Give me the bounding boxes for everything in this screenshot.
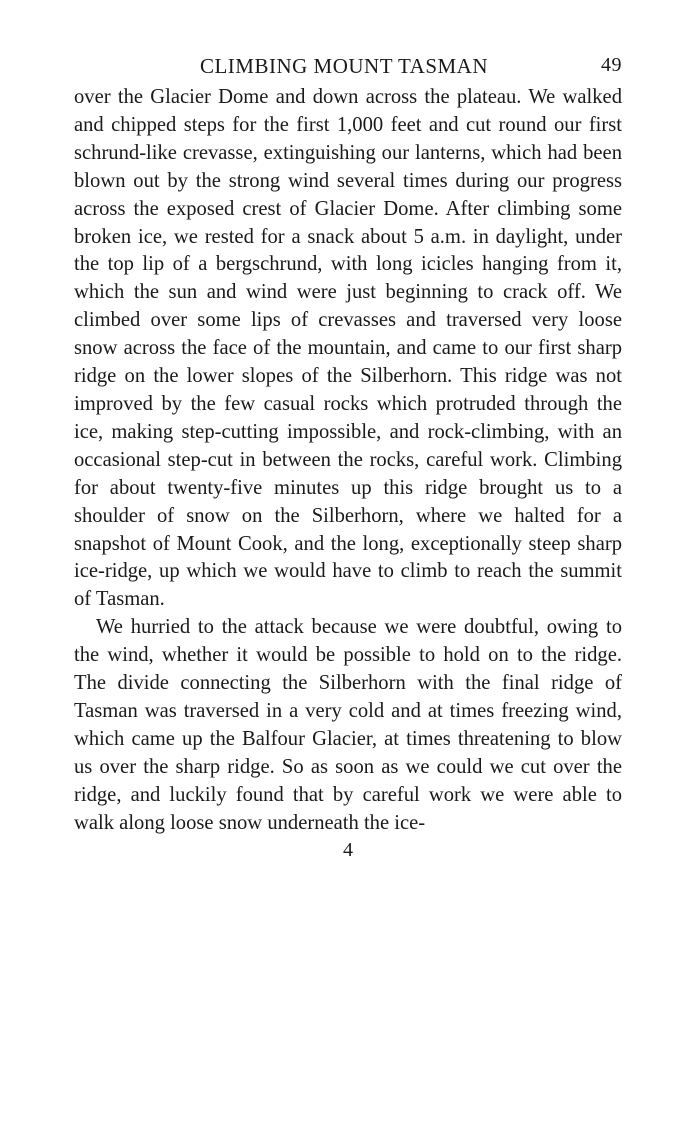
signature-mark: 4 <box>343 839 353 862</box>
page-number: 49 <box>601 54 622 76</box>
paragraph-continued: over the Glacier Dome and down across the plateau. We walked and chipped steps for the first 1,000 feet and cut round our first schrund-like crevasse, extinguishing our lanterns, which had been blown out by the strong wind several times during our progress across the exposed crest of Glacier Dome. After climbing some broken ice, we rested for a snack about 5 a.m. in daylight, under the top lip of a bergschrund, with long icicles hanging from it, which the sun and wind were just beginning to crack off. We climbed over some lips of crevasses and traversed very loose snow across the face of the mountain, and came to our first sharp ridge on the lower slopes of the Silberhorn. This ridge was not improved by the few casual rocks which protruded through the ice, making step-cutting impossible, and rock-climbing, with an occasional step-cut in between the rocks, careful work. Climbing for about twenty-five minutes up this ridge brought us to a shoulder of snow on the Silberhorn, where we halted for a snapshot of Mount Cook, and the long, exceptionally steep sharp ice-ridge, up which we would have to climb to reach the summit of Tasman. <box>74 86 622 611</box>
body-text <box>74 84 622 837</box>
running-title: CLIMBING MOUNT TASMAN <box>199 54 489 78</box>
paragraph: We hurried to the attack because we were doubtful, owing to the wind, whether it would be possible to hold on to the ridge. The divide connecting the Silberhorn with the final ridge of Tasman was traversed in a very cold and at times freezing wind, which came up the Balfour Glacier, at times threatening to blow us over the sharp ridge. So as soon as we could we cut over the ridge, and luckily found that by careful work we were able to walk along loose snow underneath the ice- <box>74 616 622 834</box>
book-page <box>74 54 622 863</box>
running-head <box>74 54 622 84</box>
